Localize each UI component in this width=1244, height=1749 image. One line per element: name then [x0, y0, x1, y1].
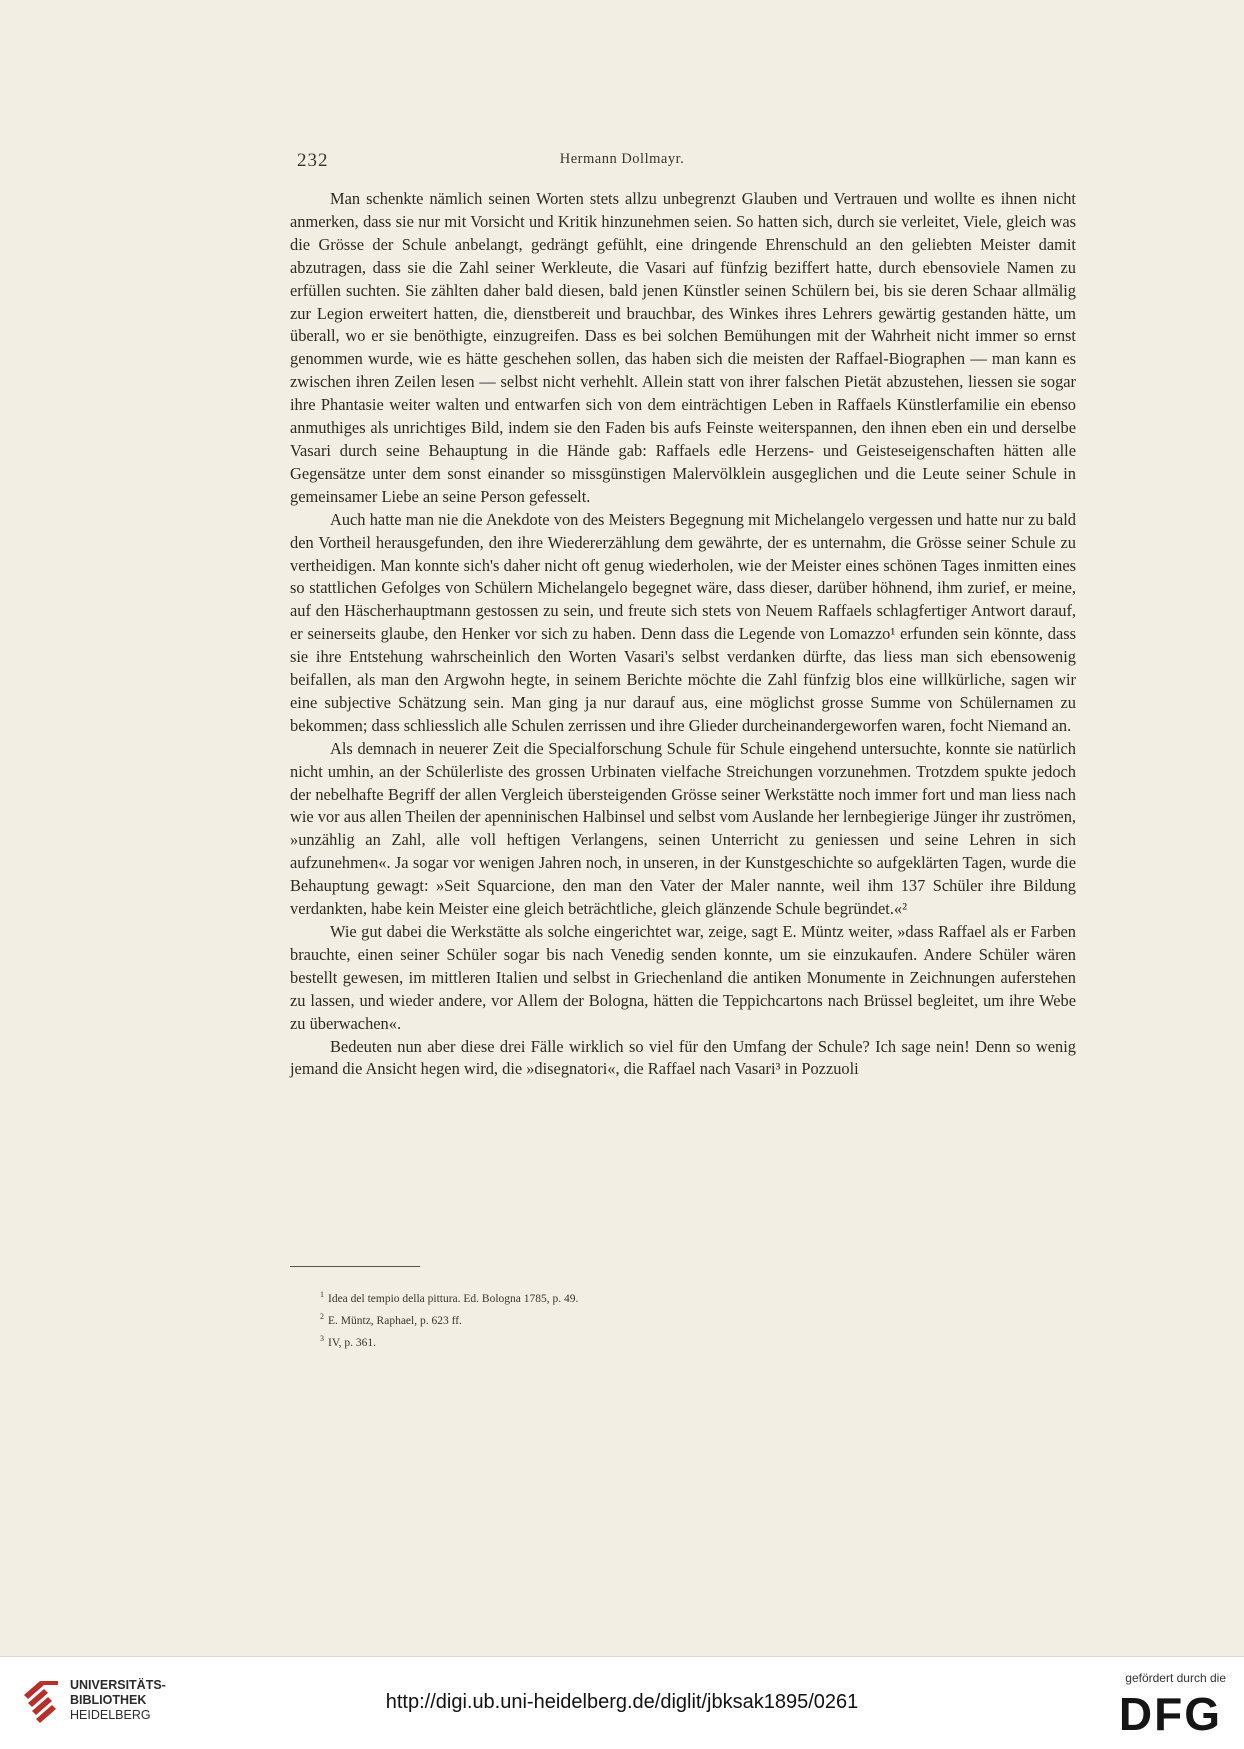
paragraph: Man schenkte nämlich seinen Worten stets allzu unbegrenzt Glauben und Vertrauen und wollte es ihnen nicht anmerken, dass sie nur mit Vorsicht und Kritik hinzunehmen seien. So hatten sich, durch sie verleitet, Viele, gleich was die Grösse der Schule anbelangt, gedrängt gefühlt, eine dringende Ehrenschuld an den geliebten Meister damit abzutragen, dass sie die Zahl seiner Werkleute, die Vasari auf fünfzig beziffert hatte, durch ebensoviele Namen zu erfüllen suchten. Sie zählten daher bald diesen, bald jenen Künstler seinen Schülern bei, bis sie deren Schaar allmälig zur Legion erweitert hatten, die, dienstbereit und brauchbar, des Winkes ihres Lehrers gewärtig gestanden hätte, um überall, wo er sie benöthigte, einzugreifen. Dass es bei solchen Bemühungen mit der Wahrheit nicht immer so ernst genommen wurde, wie es hätte geschehen sollen, das haben sich die meisten der Raffael-Biographen — man kann es zwischen ihren Zeilen lesen — selbst nicht verhehlt. Allein statt von ihrer falschen Pietät abzustehen, liessen sie sogar ihre Phantasie weiter walten und entwarfen sich von dem einträchtigen Leben in Raffaels Künstlerfamilie ein ebenso anmuthiges als unrichtiges Bild, indem sie den Faden bis aufs Feinste weiterspannen, den ihnen eben ein und derselbe Vasari durch seine Behauptung in die Hände gab: Raffaels edle Herzens- und Geisteseigenschaften hätten alle Gegensätze unter dem sonst einander so missgünstigen Malervölklein ausgeglichen und die Leute seiner Schule in gemeinsamer Liebe an seine Person gefesselt.	[290, 189, 1076, 506]
running-head	[0, 150, 1244, 172]
library-name: UNIVERSITÄTS- BIBLIOTHEK HEIDELBERG	[70, 1678, 166, 1722]
funder-caption: gefördert durch die	[1125, 1671, 1226, 1685]
footnote-text: IV, p. 361.	[328, 1336, 377, 1349]
dfg-logo-icon: DFG	[1118, 1688, 1222, 1740]
paragraph: Als demnach in neuerer Zeit die Specialforschung Schule für Schule eingehend untersuchte, konnte sie natürlich nicht umhin, an der Schülerliste des grossen Urbinaten vielfache Streichungen vorzunehmen. Trotzdem spukte jedoch der nebelhafte Begriff der allen Vergleich übersteigenden Grösse seiner Werkstätte noch immer fort und man liess nach wie vor aus allen Theilen der apenninischen Halbinsel und selbst vom Auslande her lernbegierige Jünger ihr zuströmen, »unzählig an Zahl, alle voll heftigen Verlangens, seinen Unterricht zu geniessen und seine Lehren in sich aufzunehmen«. Ja sogar vor wenigen Jahren noch, in unseren, in der Kunstgeschichte so aufgeklärten Tagen, wurde die Behauptung gewagt: »Seit Squarcione, den man den Vater der Maler nannte, weil ihm 137 Schüler ihre Bildung verdankten, habe kein Meister eine gleich beträchtliche, gleich glänzende Schule begründet.«²	[290, 738, 1076, 919]
paragraph: Auch hatte man nie die Anekdote von des Meisters Begegnung mit Michelangelo vergessen und hatte nur zu bald den Vortheil herausgefunden, den ihre Wiedererzählung dem gewährte, der es unternahm, die Grösse seiner Schule zu vertheidigen. Man konnte sich's daher nicht oft genug wiederholen, wie der Meister eines schönen Tages inmitten eines so stattlichen Gefolges von Schülern Michelangelo begegnet wäre, dass dieser, darüber höhnend, ihm zurief, er meine, auf den Häscherhauptmann gestossen zu sein, und freute sich stets von Neuem Raffaels schlagfertiger Antwort darauf, er seinerseits glaube, den Henker vor sich zu haben. Denn dass die Legende von Lomazzo¹ erfunden sein könnte, dass sie ihre Entstehung wahrscheinlich den Worten Vasari's selbst verdanken dürfte, das liess man sich ebensowenig beifallen, als man den Argwohn hegte, in seinem Berichte möchte die Zahl fünfzig blos eine willkürliche, sagen wir eine subjective Schätzung sein. Man ging ja nur darauf aus, eine möglichst grosse Summe von Schülernamen zu bekommen; dass schliesslich alle Schulen zerrissen und ihre Glieder durcheinandergeworfen waren, focht Niemand an.	[290, 509, 1076, 735]
footnote-marker: 1	[320, 1290, 324, 1299]
paragraph: Bedeuten nun aber diese drei Fälle wirklich so viel für den Umfang der Schule? Ich sage nein! Denn so wenig jemand die Ansicht hegen wird, die »disegnatori«, die Raffael nach Vasari³ in Pozzuoli	[290, 1036, 1076, 1079]
footnote-marker: 3	[320, 1333, 324, 1343]
footnotes	[320, 1286, 578, 1351]
paragraph: Wie gut dabei die Werkstätte als solche eingerichtet war, zeige, sagt E. Müntz weiter, »dass Raffael als er Farben brauchte, einen seiner Schüler sogar bis nach Venedig senden konnte, um sie einzukaufen. Andere Schüler wären bestellt gewesen, im mittleren Italien und selbst in Griechenland die antiken Monumente in Zeichnungen auferstehen zu lassen, und wieder andere, vor Allem der Bologna, hätten die Teppichcartons nach Brüssel begleitet, um ihre Webe zu überwachen«.	[290, 922, 1076, 1033]
footnote	[320, 1330, 578, 1352]
footnote-marker: 2	[320, 1311, 324, 1321]
running-title: Hermann Dollmayr.	[559, 151, 685, 167]
footnote-separator	[290, 1266, 420, 1267]
footnote-text: E. Müntz, Raphael, p. 623 ff.	[328, 1314, 462, 1327]
body-text	[290, 188, 1076, 1081]
permalink-link[interactable]: http://digi.ub.uni-heidelberg.de/diglit/jbksak1895/0261	[385, 1691, 859, 1713]
page-number: 232	[297, 150, 329, 171]
footnote	[320, 1308, 578, 1330]
footnote	[320, 1286, 578, 1308]
footnote-text: Idea del tempio della pittura. Ed. Bologna 1785, p. 49.	[328, 1292, 579, 1305]
viewer-footer	[0, 1656, 1244, 1749]
